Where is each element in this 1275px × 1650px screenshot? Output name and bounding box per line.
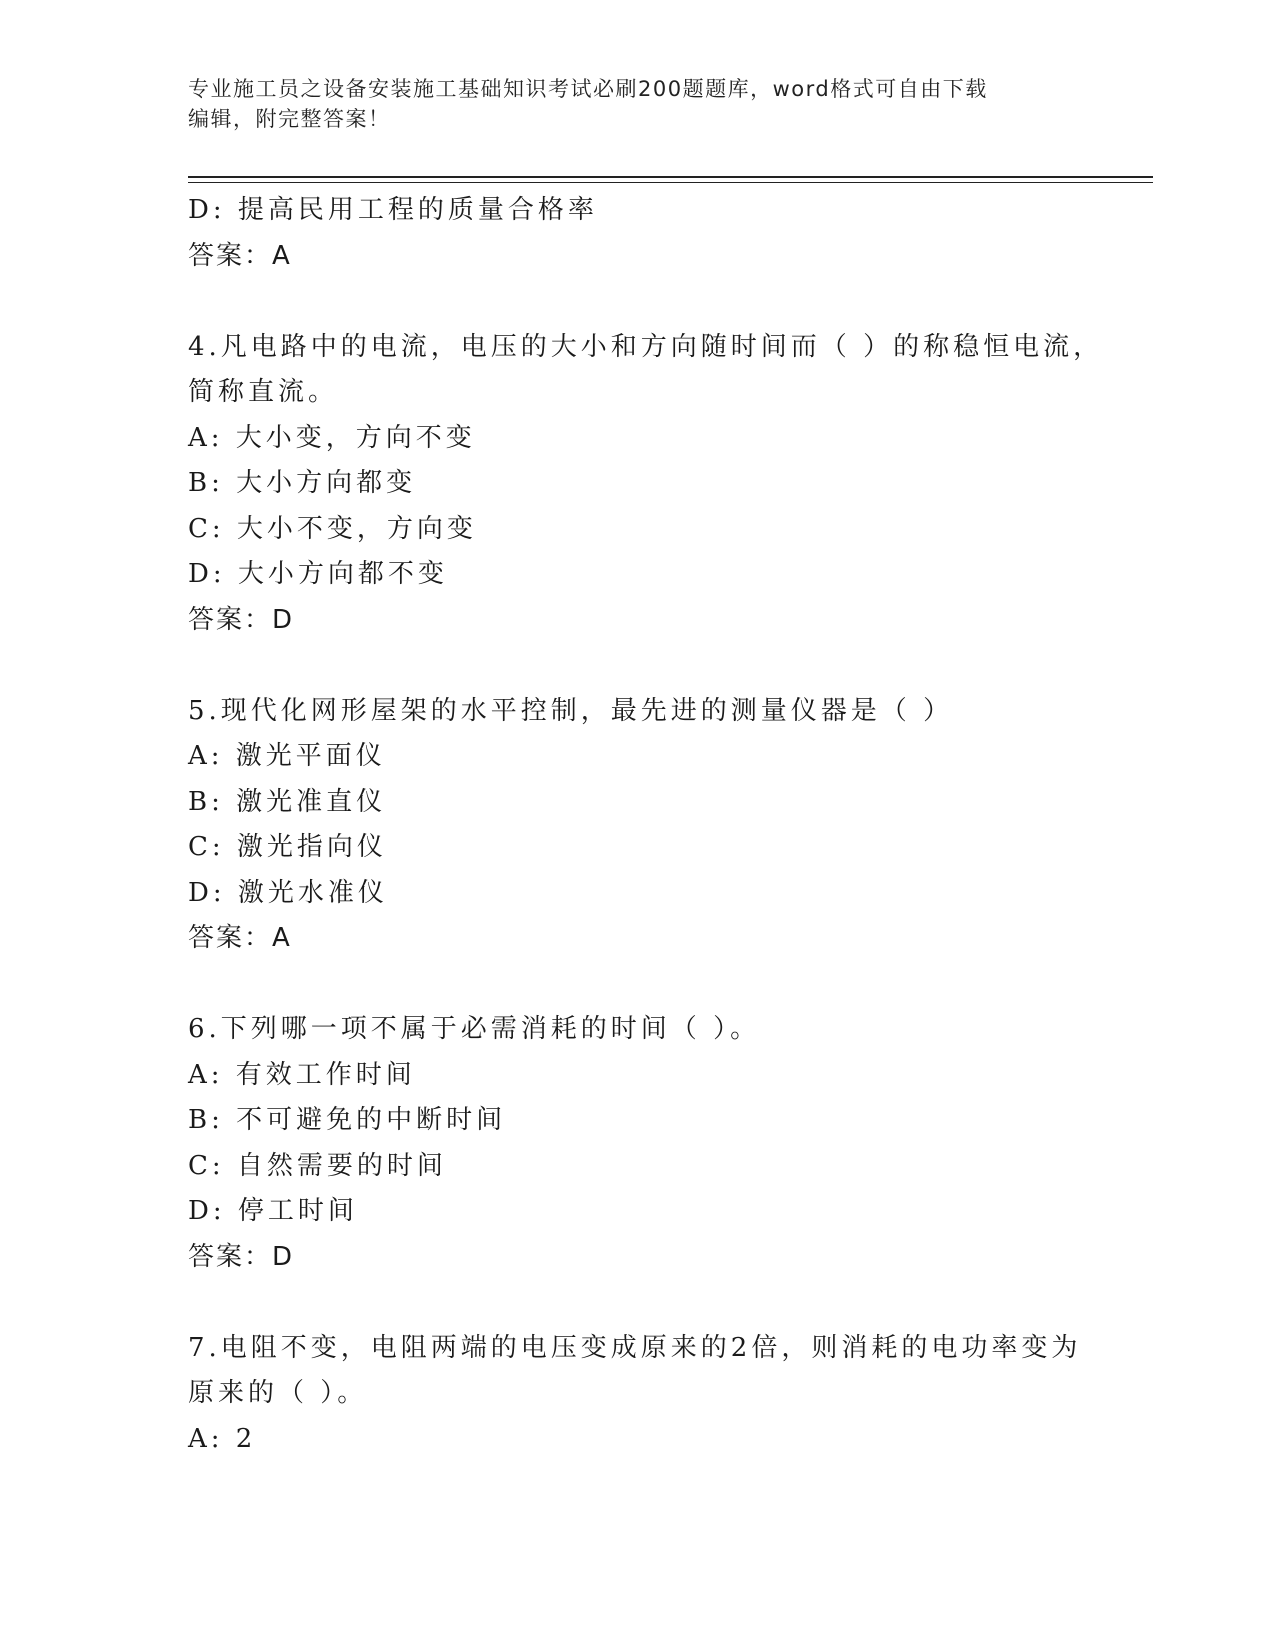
answer: 答案：A (188, 240, 292, 271)
spacer (188, 1280, 1088, 1326)
option-d: D: 激光水准仪 (188, 877, 388, 908)
option-c: C: 激光指向仪 (188, 832, 387, 862)
spacer (188, 279, 1088, 325)
question-7 (188, 1326, 1088, 1463)
question-stem: 6.下列哪一项不属于必需消耗的时间（ ）。 (188, 1014, 761, 1044)
question-stem-continued: 原来的（ ）。 (188, 1378, 368, 1408)
option-a: A: 2 (188, 1423, 257, 1454)
question-5 (188, 689, 1088, 962)
spacer (188, 643, 1088, 689)
question-3-fragment (188, 188, 1088, 279)
question-stem: 7.电阻不变，电阻两端的电压变成原来的2倍，则消耗的电功率变为 (188, 1332, 1082, 1363)
question-4 (188, 325, 1104, 644)
option-b: B: 激光准直仪 (188, 786, 387, 817)
spacer (188, 962, 1088, 1008)
option-c: C: 自然需要的时间 (188, 1150, 447, 1181)
header-title-line-1: 专业施工员之设备安装施工基础知识考试必刷200题题库，word格式可自由下载 (188, 77, 988, 101)
option-d: D: 大小方向都不变 (188, 559, 448, 589)
option-d: D: 提高民用工程的质量合格率 (188, 195, 598, 225)
header-divider-thick (188, 176, 1153, 178)
page-header (188, 74, 1068, 134)
header-title-line-2: 编辑，附完整答案！ (188, 107, 391, 131)
answer: 答案：D (188, 1241, 295, 1272)
option-b: B: 大小方向都变 (188, 468, 417, 498)
option-d: D: 停工时间 (188, 1196, 358, 1226)
question-list (188, 188, 1104, 1462)
option-a: A: 大小变，方向不变 (188, 422, 476, 453)
answer: 答案：D (188, 604, 295, 635)
question-6 (188, 1007, 1088, 1280)
option-c: C: 大小不变，方向变 (188, 513, 477, 544)
header-divider-thin (188, 182, 1153, 183)
question-stem-continued: 简称直流。 (188, 377, 339, 407)
answer: 答案：A (188, 923, 292, 953)
question-stem: 5.现代化网形屋架的水平控制，最先进的测量仪器是（ ） (188, 695, 954, 726)
option-a: A: 激光平面仪 (188, 741, 386, 771)
option-a: A: 有效工作时间 (188, 1059, 416, 1090)
question-stem: 4.凡电路中的电流，电压的大小和方向随时间而（ ）的称稳恒电流， (188, 331, 1104, 362)
option-b: B: 不可避免的中断时间 (188, 1105, 507, 1135)
